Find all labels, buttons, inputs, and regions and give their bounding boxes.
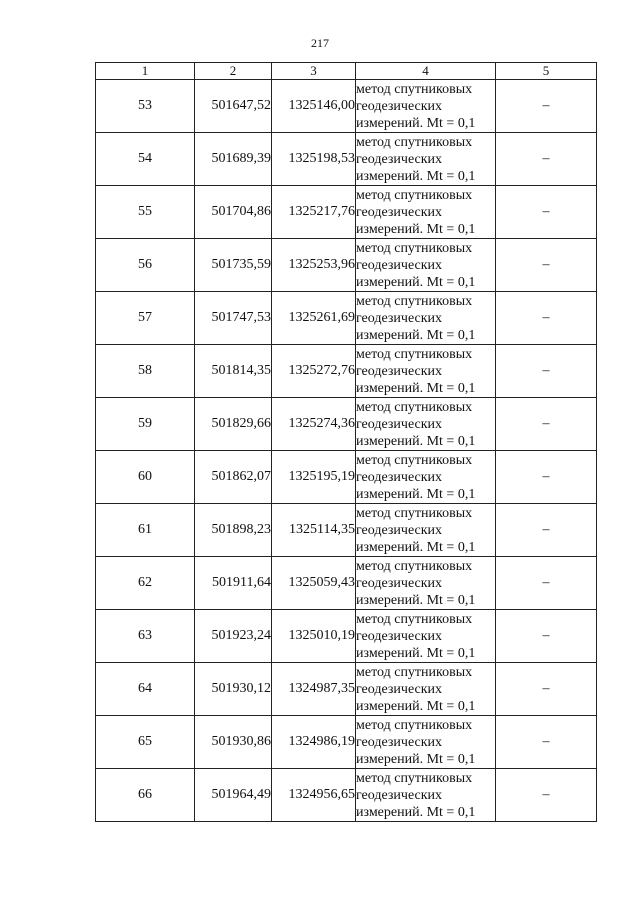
method-line-2: геодезических [356,310,443,326]
method-description [356,769,496,822]
note-cell: – [496,610,597,663]
method-line-3: измерений. Mt = 0,1 [356,539,476,555]
method-line-3: измерений. Mt = 0,1 [356,168,476,184]
method-line-2: геодезических [356,575,443,591]
method-line-3: измерений. Mt = 0,1 [356,804,476,820]
coordinate-y: 1325217,76 [272,186,356,239]
method-line-1: метод спутниковых [356,611,473,627]
coordinate-y: 1325253,96 [272,239,356,292]
table-row [96,504,597,557]
coordinate-y: 1325272,76 [272,345,356,398]
note-cell: – [496,345,597,398]
coordinate-x: 501689,39 [195,133,272,186]
method-line-2: геодезических [356,469,443,485]
method-line-2: геодезических [356,98,443,114]
method-description [356,451,496,504]
coordinate-x: 501704,86 [195,186,272,239]
point-number: 66 [96,769,195,822]
table-row [96,557,597,610]
method-line-2: геодезических [356,151,443,167]
method-description [356,557,496,610]
note-cell: – [496,769,597,822]
point-number: 60 [96,451,195,504]
method-line-3: измерений. Mt = 0,1 [356,486,476,502]
coordinates-table [95,62,597,822]
table-row [96,292,597,345]
coordinate-x: 501898,23 [195,504,272,557]
method-line-3: измерений. Mt = 0,1 [356,115,476,131]
method-line-3: измерений. Mt = 0,1 [356,751,476,767]
header-col-4: 4 [356,63,496,80]
note-cell: – [496,663,597,716]
coordinate-y: 1325261,69 [272,292,356,345]
coordinate-x: 501930,12 [195,663,272,716]
point-number: 59 [96,398,195,451]
header-col-1: 1 [96,63,195,80]
coordinate-x: 501647,52 [195,80,272,133]
header-col-3: 3 [272,63,356,80]
coordinate-x: 501930,86 [195,716,272,769]
method-line-2: геодезических [356,416,443,432]
header-col-5: 5 [496,63,597,80]
table-row [96,769,597,822]
table-row [96,345,597,398]
method-line-1: метод спутниковых [356,293,473,309]
coordinate-x: 501814,35 [195,345,272,398]
point-number: 63 [96,610,195,663]
coordinate-x: 501747,53 [195,292,272,345]
method-line-3: измерений. Mt = 0,1 [356,221,476,237]
note-cell: – [496,292,597,345]
method-line-3: измерений. Mt = 0,1 [356,698,476,714]
coordinate-x: 501911,64 [195,557,272,610]
point-number: 62 [96,557,195,610]
table-body [96,80,597,822]
method-line-1: метод спутниковых [356,664,473,680]
method-line-1: метод спутниковых [356,452,473,468]
method-line-1: метод спутниковых [356,81,473,97]
point-number: 55 [96,186,195,239]
method-line-2: геодезических [356,628,443,644]
method-line-1: метод спутниковых [356,134,473,150]
point-number: 64 [96,663,195,716]
method-description [356,186,496,239]
method-line-3: измерений. Mt = 0,1 [356,274,476,290]
method-line-1: метод спутниковых [356,717,473,733]
table-row [96,716,597,769]
method-line-1: метод спутниковых [356,240,473,256]
method-line-3: измерений. Mt = 0,1 [356,380,476,396]
method-line-1: метод спутниковых [356,187,473,203]
method-line-1: метод спутниковых [356,346,473,362]
note-cell: – [496,398,597,451]
method-line-3: измерений. Mt = 0,1 [356,592,476,608]
method-line-3: измерений. Mt = 0,1 [356,433,476,449]
coordinate-x: 501923,24 [195,610,272,663]
table-row [96,451,597,504]
method-description [356,239,496,292]
coordinate-y: 1325146,00 [272,80,356,133]
method-line-2: геодезических [356,257,443,273]
coordinate-y: 1325198,53 [272,133,356,186]
table-row [96,133,597,186]
method-line-2: геодезических [356,363,443,379]
method-line-1: метод спутниковых [356,558,473,574]
note-cell: – [496,80,597,133]
note-cell: – [496,504,597,557]
method-description [356,292,496,345]
note-cell: – [496,133,597,186]
method-description [356,663,496,716]
method-description [356,610,496,663]
coordinate-x: 501829,66 [195,398,272,451]
point-number: 61 [96,504,195,557]
header-col-2: 2 [195,63,272,80]
table-row [96,80,597,133]
table-header-row [96,63,597,80]
coordinate-y: 1325059,43 [272,557,356,610]
table-row [96,239,597,292]
table-row [96,663,597,716]
coordinate-y: 1325274,36 [272,398,356,451]
coordinate-y: 1325114,35 [272,504,356,557]
point-number: 54 [96,133,195,186]
method-line-2: геодезических [356,734,443,750]
method-description [356,716,496,769]
method-line-1: метод спутниковых [356,399,473,415]
coordinate-x: 501964,49 [195,769,272,822]
method-line-3: измерений. Mt = 0,1 [356,645,476,661]
point-number: 56 [96,239,195,292]
table-row [96,398,597,451]
method-description [356,504,496,557]
point-number: 65 [96,716,195,769]
method-line-2: геодезических [356,204,443,220]
method-line-1: метод спутниковых [356,505,473,521]
table-row [96,610,597,663]
note-cell: – [496,716,597,769]
note-cell: – [496,186,597,239]
page-number: 217 [311,36,329,50]
point-number: 53 [96,80,195,133]
coordinate-y: 1325195,19 [272,451,356,504]
method-description [356,133,496,186]
point-number: 58 [96,345,195,398]
method-description [356,345,496,398]
note-cell: – [496,239,597,292]
method-line-1: метод спутниковых [356,770,473,786]
method-line-3: измерений. Mt = 0,1 [356,327,476,343]
method-line-2: геодезических [356,681,443,697]
table-row [96,186,597,239]
coordinate-y: 1325010,19 [272,610,356,663]
method-description [356,80,496,133]
method-description [356,398,496,451]
coordinate-y: 1324986,19 [272,716,356,769]
method-line-2: геодезических [356,787,443,803]
coordinate-x: 501735,59 [195,239,272,292]
coordinate-y: 1324956,65 [272,769,356,822]
coordinate-y: 1324987,35 [272,663,356,716]
note-cell: – [496,557,597,610]
point-number: 57 [96,292,195,345]
note-cell: – [496,451,597,504]
method-line-2: геодезических [356,522,443,538]
coordinate-x: 501862,07 [195,451,272,504]
